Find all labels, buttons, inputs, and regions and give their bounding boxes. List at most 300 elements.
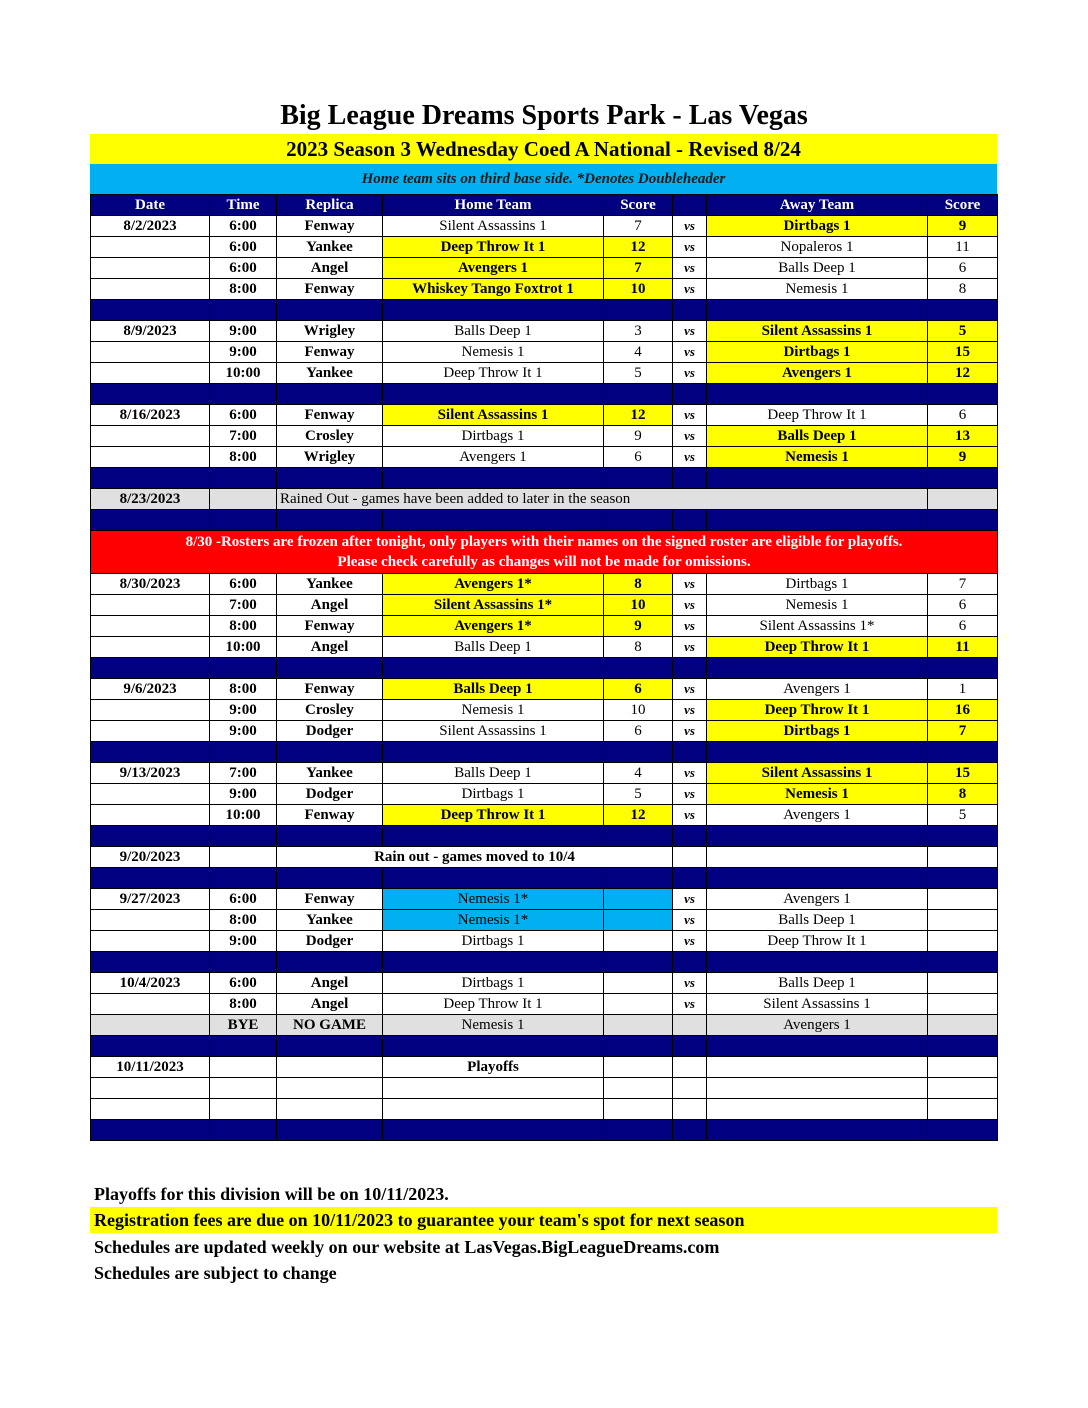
footer-registration: Registration fees are due on 10/11/2023 to guarantee your team's spot for next season xyxy=(90,1207,997,1233)
spacer-cell xyxy=(928,952,998,973)
date: 9/13/2023 xyxy=(91,763,210,784)
home-score: 7 xyxy=(604,258,673,279)
spacer-cell xyxy=(673,300,707,321)
spacer-row xyxy=(91,510,998,531)
vs: vs xyxy=(673,889,707,910)
home-team: Balls Deep 1 xyxy=(383,637,604,658)
rainout-text: Rain out - games moved to 10/4 xyxy=(277,847,673,868)
home-score xyxy=(604,994,673,1015)
spacer-cell xyxy=(928,1120,998,1141)
time xyxy=(210,1099,277,1120)
away-team: Silent Assassins 1 xyxy=(707,994,928,1015)
away-team: Silent Assassins 1 xyxy=(707,321,928,342)
game-row xyxy=(91,994,998,1015)
home-team: Balls Deep 1 xyxy=(383,321,604,342)
game-row xyxy=(91,574,998,595)
home-team: Dirtbags 1 xyxy=(383,426,604,447)
spacer-cell xyxy=(277,300,383,321)
spacer-cell xyxy=(210,826,277,847)
home-score: 6 xyxy=(604,679,673,700)
spacer-row xyxy=(91,1120,998,1141)
replica: Yankee xyxy=(277,574,383,595)
time xyxy=(210,1078,277,1099)
away-team: Balls Deep 1 xyxy=(707,426,928,447)
spacer-cell xyxy=(383,384,604,405)
spacer-cell xyxy=(277,384,383,405)
game-row xyxy=(91,616,998,637)
home-score xyxy=(604,910,673,931)
game-row xyxy=(91,721,998,742)
time: 7:00 xyxy=(210,595,277,616)
away-score xyxy=(928,973,998,994)
replica: Fenway xyxy=(277,805,383,826)
date xyxy=(91,237,210,258)
spacer-cell xyxy=(210,384,277,405)
time: 9:00 xyxy=(210,721,277,742)
vs: vs xyxy=(673,237,707,258)
spacer-cell xyxy=(928,742,998,763)
spacer-row xyxy=(91,300,998,321)
roster-notice xyxy=(91,531,998,574)
away-team: Nemesis 1 xyxy=(707,595,928,616)
game-row xyxy=(91,784,998,805)
replica: Fenway xyxy=(277,889,383,910)
away-team: Deep Throw It 1 xyxy=(707,637,928,658)
spacer-cell xyxy=(91,952,210,973)
spacer-cell xyxy=(604,300,673,321)
home-score xyxy=(604,889,673,910)
spacer-cell xyxy=(383,658,604,679)
date: 8/30/2023 xyxy=(91,574,210,595)
game-row xyxy=(91,279,998,300)
vs: vs xyxy=(673,616,707,637)
spacer-cell xyxy=(383,300,604,321)
footer-playoffs: Playoffs for this division will be on 10/11/2023. xyxy=(94,1184,449,1204)
spacer-cell xyxy=(604,742,673,763)
away-team: Dirtbags 1 xyxy=(707,721,928,742)
vs: vs xyxy=(673,363,707,384)
replica xyxy=(277,1078,383,1099)
replica: Dodger xyxy=(277,931,383,952)
spacer-cell xyxy=(91,826,210,847)
spacer-cell xyxy=(707,742,928,763)
spacer-cell xyxy=(604,658,673,679)
rainout-row xyxy=(91,847,998,868)
home-team: Avengers 1 xyxy=(383,258,604,279)
away-team: Balls Deep 1 xyxy=(707,910,928,931)
spacer-cell xyxy=(928,384,998,405)
game-row xyxy=(91,405,998,426)
game-row xyxy=(91,1015,998,1036)
away-score xyxy=(928,931,998,952)
time: 8:00 xyxy=(210,279,277,300)
spacer-cell xyxy=(707,384,928,405)
replica: Angel xyxy=(277,595,383,616)
spacer-cell xyxy=(91,300,210,321)
vs: vs xyxy=(673,405,707,426)
time: 8:00 xyxy=(210,910,277,931)
home-team: Avengers 1* xyxy=(383,616,604,637)
spacer-cell xyxy=(91,468,210,489)
replica xyxy=(277,1057,383,1078)
vs: vs xyxy=(673,721,707,742)
spacer-cell xyxy=(604,1120,673,1141)
game-row xyxy=(91,931,998,952)
away-team: Avengers 1 xyxy=(707,1015,928,1036)
spacer-cell xyxy=(210,742,277,763)
home-team: Deep Throw It 1 xyxy=(383,237,604,258)
spacer-cell xyxy=(928,468,998,489)
away-score xyxy=(928,1078,998,1099)
replica: Dodger xyxy=(277,784,383,805)
spacer-cell xyxy=(91,742,210,763)
home-team: Whiskey Tango Foxtrot 1 xyxy=(383,279,604,300)
date xyxy=(91,1078,210,1099)
vs: vs xyxy=(673,342,707,363)
away-score xyxy=(928,1099,998,1120)
away-score: 6 xyxy=(928,616,998,637)
away-team xyxy=(707,847,928,868)
spacer-cell xyxy=(707,1036,928,1057)
replica: Angel xyxy=(277,994,383,1015)
home-score: 4 xyxy=(604,342,673,363)
time: 10:00 xyxy=(210,805,277,826)
spacer-cell xyxy=(91,384,210,405)
away-score: 8 xyxy=(928,784,998,805)
spacer-cell xyxy=(277,826,383,847)
spacer-cell xyxy=(383,1120,604,1141)
home-team: Deep Throw It 1 xyxy=(383,994,604,1015)
time: 6:00 xyxy=(210,258,277,279)
away-score xyxy=(928,847,998,868)
away-score xyxy=(928,489,998,510)
replica: Wrigley xyxy=(277,447,383,468)
game-row xyxy=(91,258,998,279)
time: 9:00 xyxy=(210,784,277,805)
vs: vs xyxy=(673,763,707,784)
home-score: 12 xyxy=(604,805,673,826)
spacer-cell xyxy=(707,658,928,679)
date xyxy=(91,447,210,468)
date xyxy=(91,721,210,742)
date xyxy=(91,1099,210,1120)
spacer-cell xyxy=(928,826,998,847)
home-score xyxy=(604,1099,673,1120)
time xyxy=(210,489,277,510)
game-row xyxy=(91,426,998,447)
home-team: Silent Assassins 1 xyxy=(383,405,604,426)
spacer-cell xyxy=(604,1036,673,1057)
away-team: Silent Assassins 1 xyxy=(707,763,928,784)
vs xyxy=(673,1015,707,1036)
notice-line-2: Please check carefully as changes will not be made for omissions. xyxy=(337,554,751,570)
date: 10/4/2023 xyxy=(91,973,210,994)
away-score xyxy=(928,910,998,931)
header-replica: Replica xyxy=(277,195,383,216)
game-row xyxy=(91,321,998,342)
spacer-cell xyxy=(604,826,673,847)
header-row xyxy=(91,195,998,216)
home-score: 5 xyxy=(604,784,673,805)
home-team: Balls Deep 1 xyxy=(383,679,604,700)
away-score xyxy=(928,889,998,910)
time: 9:00 xyxy=(210,931,277,952)
spacer-cell xyxy=(277,658,383,679)
replica: Yankee xyxy=(277,363,383,384)
spacer-cell xyxy=(673,468,707,489)
spacer-cell xyxy=(210,300,277,321)
home-score: 12 xyxy=(604,237,673,258)
game-row xyxy=(91,1078,998,1099)
page-title: Big League Dreams Sports Park - Las Vegas xyxy=(280,100,808,131)
home-score: 6 xyxy=(604,721,673,742)
game-row xyxy=(91,447,998,468)
rainout-text: Rained Out - games have been added to later in the season xyxy=(277,489,928,510)
away-team: Avengers 1 xyxy=(707,889,928,910)
vs: vs xyxy=(673,216,707,237)
vs xyxy=(673,1057,707,1078)
spacer-row xyxy=(91,468,998,489)
spacer-cell xyxy=(928,300,998,321)
away-team: Silent Assassins 1* xyxy=(707,616,928,637)
spacer-cell xyxy=(91,868,210,889)
time: 8:00 xyxy=(210,679,277,700)
away-score: 6 xyxy=(928,595,998,616)
spacer-cell xyxy=(383,742,604,763)
spacer-cell xyxy=(210,952,277,973)
away-score: 9 xyxy=(928,216,998,237)
time: 10:00 xyxy=(210,637,277,658)
home-team: Dirtbags 1 xyxy=(383,931,604,952)
away-score: 13 xyxy=(928,426,998,447)
vs xyxy=(673,1078,707,1099)
date xyxy=(91,258,210,279)
date xyxy=(91,805,210,826)
date xyxy=(91,279,210,300)
time: 9:00 xyxy=(210,321,277,342)
spacer-cell xyxy=(604,384,673,405)
spacer-cell xyxy=(383,468,604,489)
home-team: Avengers 1 xyxy=(383,447,604,468)
away-score: 1 xyxy=(928,679,998,700)
roster-notice-row xyxy=(91,531,998,574)
vs: vs xyxy=(673,700,707,721)
spacer-cell xyxy=(673,826,707,847)
spacer-cell xyxy=(928,510,998,531)
away-score: 9 xyxy=(928,447,998,468)
time: 7:00 xyxy=(210,763,277,784)
date xyxy=(91,363,210,384)
away-score: 16 xyxy=(928,700,998,721)
spacer-row xyxy=(91,952,998,973)
home-team: Nemesis 1 xyxy=(383,1015,604,1036)
spacer-cell xyxy=(91,1036,210,1057)
vs: vs xyxy=(673,994,707,1015)
spacer-cell xyxy=(383,510,604,531)
time: BYE xyxy=(210,1015,277,1036)
vs: vs xyxy=(673,784,707,805)
spacer-cell xyxy=(707,510,928,531)
spacer-cell xyxy=(210,1036,277,1057)
away-team: Avengers 1 xyxy=(707,363,928,384)
home-score: 6 xyxy=(604,447,673,468)
game-row xyxy=(91,763,998,784)
date: 10/11/2023 xyxy=(91,1057,210,1078)
home-score: 10 xyxy=(604,700,673,721)
away-score: 8 xyxy=(928,279,998,300)
spacer-cell xyxy=(210,868,277,889)
replica: Wrigley xyxy=(277,321,383,342)
spacer-cell xyxy=(277,1120,383,1141)
replica: Yankee xyxy=(277,237,383,258)
spacer-row xyxy=(91,868,998,889)
date xyxy=(91,426,210,447)
vs: vs xyxy=(673,931,707,952)
spacer-cell xyxy=(210,1120,277,1141)
vs: vs xyxy=(673,321,707,342)
home-team: Deep Throw It 1 xyxy=(383,805,604,826)
away-team: Avengers 1 xyxy=(707,805,928,826)
time: 6:00 xyxy=(210,574,277,595)
home-team: Nemesis 1 xyxy=(383,342,604,363)
time: 10:00 xyxy=(210,363,277,384)
time: 8:00 xyxy=(210,447,277,468)
away-score: 15 xyxy=(928,763,998,784)
game-row xyxy=(91,1099,998,1120)
header-home-score: Score xyxy=(604,195,673,216)
replica xyxy=(277,1099,383,1120)
spacer-cell xyxy=(673,510,707,531)
vs: vs xyxy=(673,910,707,931)
away-team: Deep Throw It 1 xyxy=(707,931,928,952)
replica: Angel xyxy=(277,258,383,279)
game-row xyxy=(91,805,998,826)
time: 8:00 xyxy=(210,994,277,1015)
replica: Fenway xyxy=(277,616,383,637)
vs: vs xyxy=(673,279,707,300)
spacer-cell xyxy=(707,868,928,889)
spacer-cell xyxy=(277,952,383,973)
vs xyxy=(673,847,707,868)
spacer-cell xyxy=(383,1036,604,1057)
spacer-cell xyxy=(928,658,998,679)
spacer-cell xyxy=(673,952,707,973)
away-score: 5 xyxy=(928,805,998,826)
time xyxy=(210,1057,277,1078)
game-row xyxy=(91,216,998,237)
home-score xyxy=(604,973,673,994)
spacer-cell xyxy=(673,658,707,679)
home-score xyxy=(604,931,673,952)
away-team: Nopaleros 1 xyxy=(707,237,928,258)
date xyxy=(91,700,210,721)
spacer-cell xyxy=(91,510,210,531)
vs: vs xyxy=(673,258,707,279)
spacer-cell xyxy=(928,1036,998,1057)
home-score xyxy=(604,1057,673,1078)
spacer-cell xyxy=(604,468,673,489)
game-row xyxy=(91,679,998,700)
schedule-table xyxy=(90,194,998,1141)
time: 6:00 xyxy=(210,405,277,426)
date xyxy=(91,931,210,952)
spacer-cell xyxy=(91,658,210,679)
spacer-cell xyxy=(707,826,928,847)
home-score: 3 xyxy=(604,321,673,342)
footer-website: Schedules are updated weekly on our website at LasVegas.BigLeagueDreams.com xyxy=(94,1237,720,1257)
game-row xyxy=(91,363,998,384)
away-team: Nemesis 1 xyxy=(707,279,928,300)
home-score: 12 xyxy=(604,405,673,426)
date xyxy=(91,616,210,637)
game-row xyxy=(91,973,998,994)
replica: Crosley xyxy=(277,426,383,447)
date: 8/16/2023 xyxy=(91,405,210,426)
away-team: Nemesis 1 xyxy=(707,447,928,468)
away-score: 7 xyxy=(928,721,998,742)
replica: Yankee xyxy=(277,910,383,931)
home-team: Silent Assassins 1* xyxy=(383,595,604,616)
replica: Fenway xyxy=(277,679,383,700)
vs: vs xyxy=(673,426,707,447)
spacer-cell xyxy=(277,468,383,489)
spacer-cell xyxy=(383,868,604,889)
rainout-row xyxy=(91,489,998,510)
away-score: 12 xyxy=(928,363,998,384)
spacer-cell xyxy=(383,952,604,973)
home-team-note: Home team sits on third base side. *Denotes Doubleheader xyxy=(90,164,997,194)
vs: vs xyxy=(673,679,707,700)
date: 8/2/2023 xyxy=(91,216,210,237)
home-team: Dirtbags 1 xyxy=(383,784,604,805)
home-team: Playoffs xyxy=(383,1057,604,1078)
home-score xyxy=(604,1078,673,1099)
away-score xyxy=(928,994,998,1015)
game-row xyxy=(91,700,998,721)
away-score: 6 xyxy=(928,405,998,426)
home-score: 8 xyxy=(604,637,673,658)
date xyxy=(91,910,210,931)
home-team: Nemesis 1 xyxy=(383,700,604,721)
header-vs xyxy=(673,195,707,216)
time: 6:00 xyxy=(210,973,277,994)
home-score: 9 xyxy=(604,616,673,637)
time: 9:00 xyxy=(210,700,277,721)
home-score: 10 xyxy=(604,595,673,616)
away-team: Nemesis 1 xyxy=(707,784,928,805)
vs: vs xyxy=(673,574,707,595)
replica: Fenway xyxy=(277,216,383,237)
game-row xyxy=(91,1057,998,1078)
header-home-team: Home Team xyxy=(383,195,604,216)
home-team: Dirtbags 1 xyxy=(383,973,604,994)
home-team: Silent Assassins 1 xyxy=(383,721,604,742)
away-score: 15 xyxy=(928,342,998,363)
spacer-cell xyxy=(673,868,707,889)
spacer-cell xyxy=(210,658,277,679)
date xyxy=(91,595,210,616)
away-team: Deep Throw It 1 xyxy=(707,700,928,721)
away-team xyxy=(707,1057,928,1078)
date xyxy=(91,637,210,658)
home-team: Nemesis 1* xyxy=(383,889,604,910)
spacer-row xyxy=(91,826,998,847)
spacer-cell xyxy=(707,952,928,973)
away-score xyxy=(928,1015,998,1036)
spacer-cell xyxy=(210,510,277,531)
spacer-cell xyxy=(707,468,928,489)
spacer-cell xyxy=(277,510,383,531)
